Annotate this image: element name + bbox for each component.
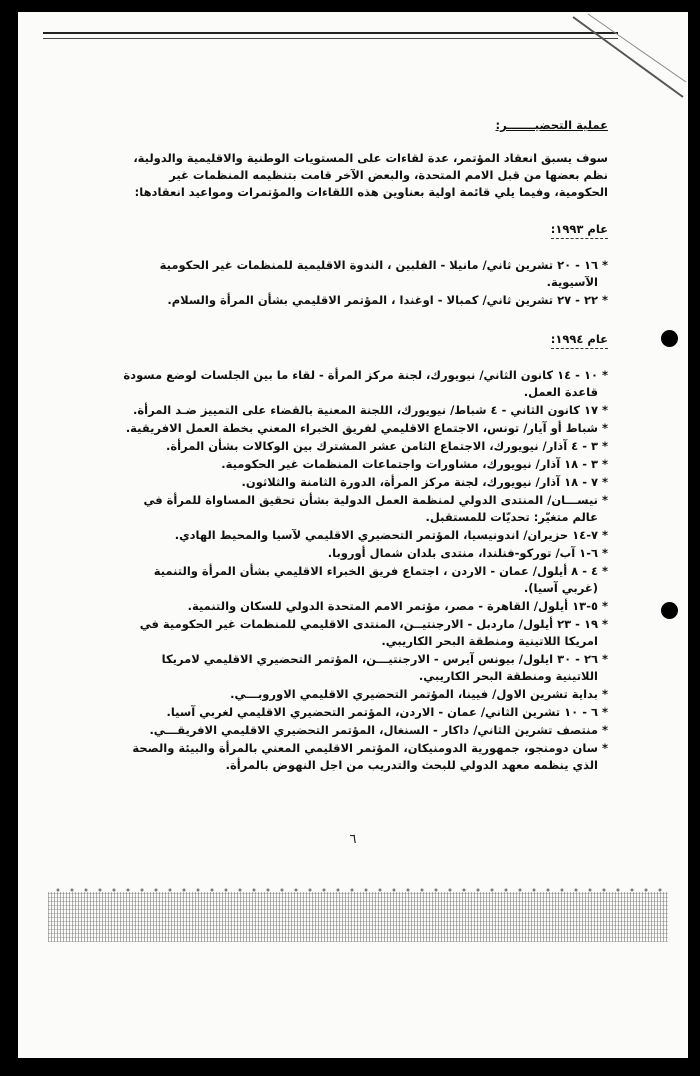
list-item: * ٧ - ١٨ آذار/ نيويورك، لجنة مركز المرأة، الدورة الثامنة والثلاثون. — [118, 474, 608, 491]
list-item: * ٢٦ - ٣٠ ايلول/ بيونس آيرس - الارجنتيـــن، المؤتمر التحضيري الاقليمي لامريكا اللاتينية ومنطقة البحر الكاريبي. — [118, 651, 608, 685]
punch-hole-top — [661, 330, 678, 347]
list-item: * ٣ - ١٨ آذار/ نيويورك، مشاورات واجتماعات المنظمات غير الحكومية. — [118, 456, 608, 473]
punch-hole-bottom — [661, 602, 678, 619]
list-item: * ١٧ كانون الثاني - ٤ شباط/ نيويورك، اللجنة المعنية بالقضاء على التمييز ضـد المرأة. — [118, 402, 608, 419]
list-item: * ١٦ - ٢٠ تشرين ثاني/ مانيلا - الفلبين ، الندوة الاقليمية للمنظمات غير الحكومية الآسيوية. — [118, 257, 608, 291]
list-item: * ٦-١ آب/ توركو-فنلندا، منتدى بلدان شمال أوروبا. — [118, 545, 608, 562]
list-item: * نيســـان/ المنتدى الدولي لمنظمة العمل الدولية بشأن تحقيق المساواة للمرأة في عالم متغيّر: تحديّات للمستقبل. — [118, 492, 608, 526]
list-item: * ٥-١٣ أيلول/ القاهرة - مصر، مؤتمر الامم المتحدة الدولي للسكان والتنمية. — [118, 598, 608, 615]
list-item: * ٣ - ٤ آذار/ نيويورك، الاجتماع الثامن عشر المشترك بين الوكالات بشأن المرأة. — [118, 438, 608, 455]
page-fold-corner — [568, 12, 688, 102]
list-item: * ١٩ - ٢٣ أيلول/ ماردبل - الارجنتيــن، المنتدى الاقليمي للمنظمات غير الحكومية في امريكا اللاتينية ومنطقة البحر الكاريبي. — [118, 616, 608, 650]
year-heading: عام ١٩٩٣: — [551, 221, 608, 239]
list-item: * ١٠ - ١٤ كانون الثاني/ نيويورك، لجنة مركز المرأة - لقاء ما بين الجلسات لوضع مسودة قاعدة العمل. — [118, 367, 608, 401]
event-list — [118, 257, 608, 309]
intro-paragraph: سوف يسبق انعقاد المؤتمر، عدة لقاءات على المستويات الوطنية والاقليمية والدولية، نظم بعضها من قبل الامم المتحدة، والبعض الآخر قامت بتنظيمه المنظمات غير الحكومية، وفيما يلي قائمة اولية بعناوين هذه اللقاءات والمؤتمرات ومواعيد انعقادها: — [133, 151, 608, 199]
list-item: * شباط أو آيار/ تونس، الاجتماع الاقليمي لفريق الخبراء المعني بخطة العمل الافريقية. — [118, 420, 608, 437]
year-1993-block — [118, 221, 608, 309]
list-item: * منتصف تشرين الثاني/ داكار - السنغال، المؤتمر التحضيري الاقليمي الافريقـــي. — [118, 722, 608, 739]
document-page — [18, 12, 688, 1058]
scan-noise-band — [48, 892, 668, 942]
list-item: * ٤ - ٨ أيلول/ عمان - الاردن ، اجتماع فريق الخبراء الاقليمي بشأن المرأة والتنمية (غربي آسيا). — [118, 563, 608, 597]
top-rule-secondary — [43, 38, 618, 39]
event-list — [118, 367, 608, 774]
document-body — [118, 117, 608, 796]
list-item: * ٧-١٤ حزيران/ اندونيسيا، المؤتمر التحضيري الاقليمي لآسيا والمحيط الهادي. — [118, 527, 608, 544]
section-heading: عملية التحضيـــــــر: — [495, 118, 608, 132]
year-1994-block — [118, 331, 608, 774]
year-heading: عام ١٩٩٤: — [551, 331, 608, 349]
top-rule — [43, 32, 618, 34]
list-item: * ٢٢ - ٢٧ تشرين ثاني/ كمبالا - اوغندا ، المؤتمر الاقليمي بشأن المرأة والسلام. — [118, 292, 608, 309]
list-item: * سان دومنجو، جمهورية الدومنيكان، المؤتمر الاقليمي المعني بالمرأة والبيئة والصحة الذي ينظمه معهد الدولي للبحث والتدريب من اجل النهوض بالمرأة. — [118, 740, 608, 774]
list-item: * بداية تشرين الاول/ فيينا، المؤتمر التحضيري الاقليمي الاوروبـــي. — [118, 686, 608, 703]
list-item: * ٦ - ١٠ تشرين الثاني/ عمان - الاردن، المؤتمر التحضيري الاقليمي لغربي آسيا. — [118, 704, 608, 721]
page-number: ٦ — [349, 832, 357, 847]
